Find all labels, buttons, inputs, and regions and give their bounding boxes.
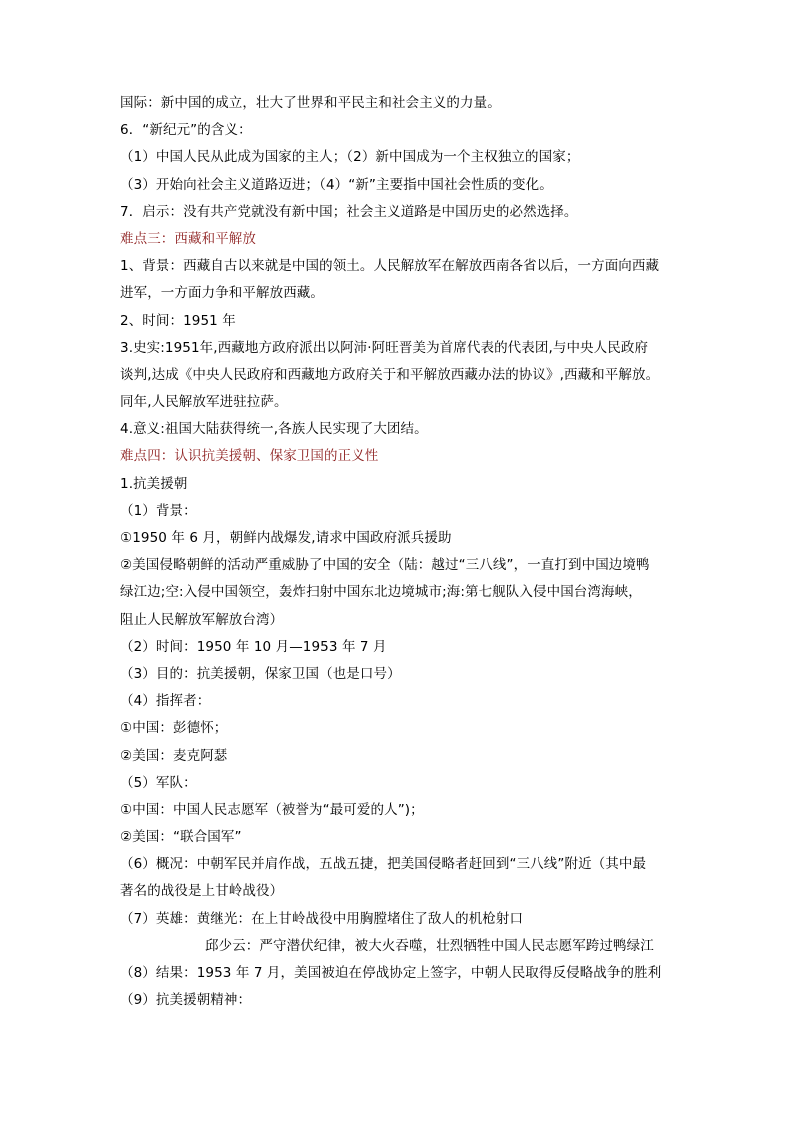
tibet-facts-line-1: 3.史实:1951年,西藏地方政府派出以阿沛·阿旺晋美为首席代表的代表团,与中央人民政府	[120, 339, 649, 356]
korea-time: （2）时间：1950 年 10 月—1953 年 7 月	[120, 638, 387, 655]
item-6-point-1-2: （1）中国人民从此成为国家的主人；（2）新中国成为一个主权独立的国家；	[120, 149, 580, 166]
item-6-point-3-4: （3）开始向社会主义道路迈进；（4）“新”主要指中国社会性质的变化。	[120, 176, 553, 193]
korea-background-2-line-3: 阻止人民解放军解放台湾）	[120, 611, 284, 628]
tibet-significance: 4.意义:祖国大陆获得统一,各族人民实现了大团结。	[120, 421, 428, 438]
item-6-title: 6．“新纪元”的含义：	[120, 122, 252, 139]
item-7-enlightenment: 7．启示：没有共产党就没有新中国；社会主义道路是中国历史的必然选择。	[120, 203, 578, 220]
korea-spirit-label: （9）抗美援朝精神：	[120, 992, 252, 1009]
section-heading-difficulty-3: 难点三：西藏和平解放	[120, 230, 256, 247]
korea-army-china: ①中国：中国人民志愿军（被誉为“最可爱的人”)；	[120, 801, 424, 818]
korea-army-us: ②美国：“联合国军”	[120, 829, 242, 846]
korea-overview-line-1: （6）概况：中朝军民并肩作战，五战五捷，把美国侵略者赶回到“三八线”附近（其中最	[120, 856, 647, 873]
tibet-facts-line-2: 谈判,达成《中央人民政府和西藏地方政府关于和平解放西藏办法的协议》,西藏和平解放。	[120, 366, 660, 383]
tibet-time: 2、时间：1951 年	[120, 312, 236, 329]
korea-background-label: （1）背景：	[120, 502, 197, 519]
korea-commander-china: ①中国：彭德怀；	[120, 720, 228, 737]
korea-hero-qiu: 邱少云：严守潜伏纪律，被大火吞噬，壮烈牺牲中国人民志愿军跨过鸭绿江	[205, 937, 654, 954]
tibet-background-line-1: 1、背景：西藏自古以来就是中国的领土。人民解放军在解放西南各省以后，一方面向西藏	[120, 258, 660, 275]
section-heading-difficulty-4: 难点四：认识抗美援朝、保家卫国的正义性	[120, 448, 379, 465]
korea-result: （8）结果：1953 年 7 月，美国被迫在停战协定上签字，中朝人民取得反侵略战争的胜利	[120, 965, 662, 981]
document-page	[120, 90, 690, 1014]
korea-purpose: （3）目的：抗美援朝，保家卫国（也是口号）	[120, 665, 401, 682]
korea-commanders-label: （4）指挥者：	[120, 693, 211, 710]
paragraph-intl-significance: 国际：新中国的成立，壮大了世界和平民主和社会主义的力量。	[120, 95, 501, 111]
tibet-background-line-2: 进军，一方面力争和平解放西藏。	[120, 285, 324, 302]
tibet-facts-line-3: 同年,人民解放军进驻拉萨。	[120, 394, 288, 411]
korea-war-title: 1.抗美援朝	[120, 475, 188, 492]
korea-hero-huang: （7）英雄：黄继光：在上甘岭战役中用胸膛堵住了敌人的机枪射口	[120, 910, 524, 927]
korea-overview-line-2: 著名的战役是上甘岭战役）	[120, 883, 284, 900]
korea-army-label: （5）军队：	[120, 774, 197, 791]
korea-background-1: ①1950 年 6 月，朝鲜内战爆发,请求中国政府派兵援助	[120, 530, 452, 546]
korea-background-2-line-1: ②美国侵略朝鲜的活动严重威胁了中国的安全（陆：越过“三八线”，一直打到中国边境鸭	[120, 557, 650, 574]
korea-background-2-line-2: 绿江边;空:入侵中国领空，轰炸扫射中国东北边境城市;海:第七舰队入侵中国台湾海峡，	[120, 584, 642, 601]
korea-commander-us: ②美国：麦克阿瑟	[120, 747, 228, 764]
